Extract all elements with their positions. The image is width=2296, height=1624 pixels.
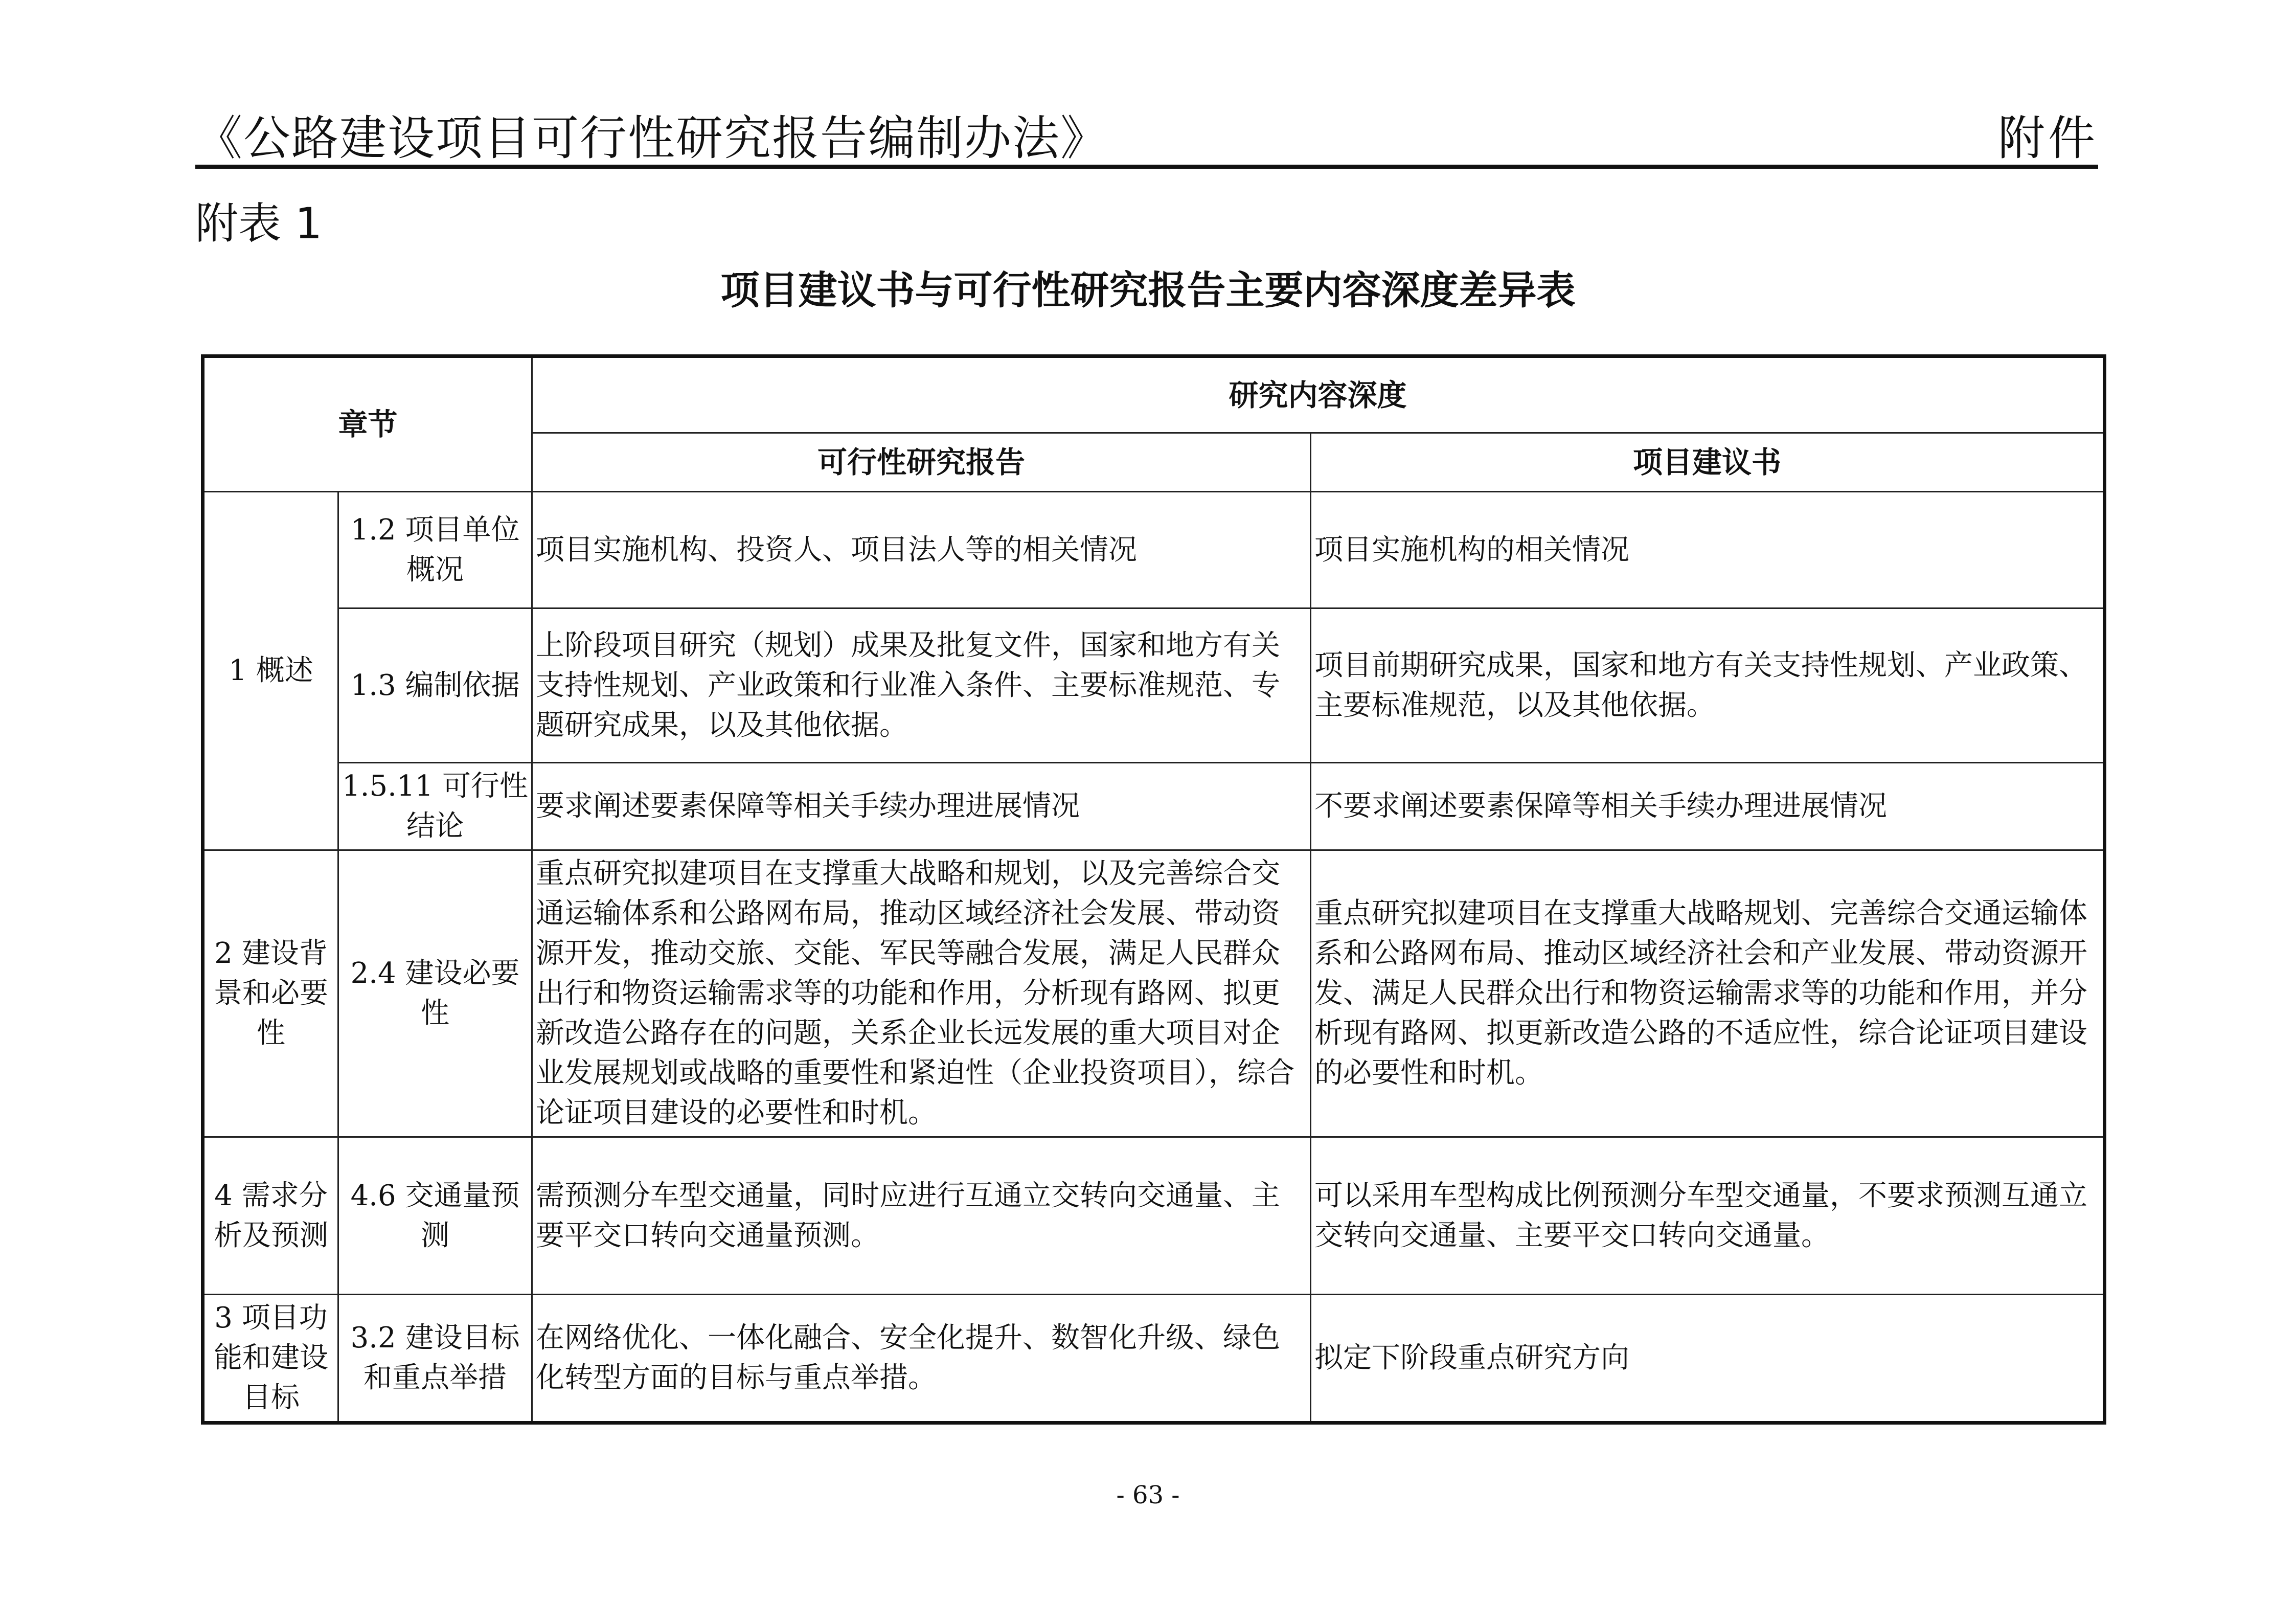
proposal-cell: 重点研究拟建项目在支撑重大战略规划、完善综合交通运输体系和公路网布局、推动区域经济社会和产业发展、带动资源开发、满足人民群众出行和物资运输需求等的功能和作用，并分析现有路网、拟更新改造公路的不适应性，综合论证项目建设的必要性和时机。 (1311, 850, 2105, 1137)
section-cell: 1.5.11 可行性结论 (338, 763, 532, 850)
table-row (203, 492, 2105, 608)
proposal-cell: 项目实施机构的相关情况 (1311, 492, 2105, 608)
feasibility-cell: 项目实施机构、投资人、项目法人等的相关情况 (532, 492, 1311, 608)
table-title: 项目建议书与可行性研究报告主要内容深度差异表 (720, 267, 1576, 313)
feasibility-cell: 上阶段项目研究（规划）成果及批复文件，国家和地方有关支持性规划、产业政策和行业准入条件、主要标准规范、专题研究成果，以及其他依据。 (532, 608, 1311, 763)
feasibility-cell: 要求阐述要素保障等相关手续办理进展情况 (532, 763, 1311, 850)
chapter-cell: 4 需求分析及预测 (203, 1137, 338, 1295)
header-chapter: 章节 (203, 356, 532, 492)
attachment-label: 附表 1 (195, 198, 323, 249)
feasibility-cell: 在网络优化、一体化融合、安全化提升、数智化升级、绿色化转型方面的目标与重点举措。 (532, 1295, 1311, 1423)
table-row (203, 763, 2105, 850)
chapter-cell: 1 概述 (203, 492, 338, 850)
proposal-cell: 拟定下阶段重点研究方向 (1311, 1295, 2105, 1423)
header-feasibility: 可行性研究报告 (532, 433, 1311, 492)
chapter-cell: 2 建设背景和必要性 (203, 850, 338, 1137)
proposal-cell: 项目前期研究成果，国家和地方有关支持性规划、产业政策、主要标准规范，以及其他依据。 (1311, 608, 2105, 763)
comparison-table (201, 354, 2106, 1425)
header-row-1 (203, 356, 2105, 433)
section-cell: 2.4 建设必要性 (338, 850, 532, 1137)
annex-label: 附件 (1997, 111, 2098, 166)
document-title: 《公路建设项目可行性研究报告编制办法》 (195, 111, 1109, 166)
section-cell: 4.6 交通量预测 (338, 1137, 532, 1295)
section-cell: 1.3 编制依据 (338, 608, 532, 763)
header-depth: 研究内容深度 (532, 356, 2105, 433)
table-row (203, 608, 2105, 763)
feasibility-cell: 需预测分车型交通量，同时应进行互通立交转向交通量、主要平交口转向交通量预测。 (532, 1137, 1311, 1295)
table-row (203, 1295, 2105, 1423)
header-rule (195, 165, 2098, 169)
page-number: - 63 - (1116, 1481, 1180, 1509)
section-cell: 1.2 项目单位概况 (338, 492, 532, 608)
proposal-cell: 可以采用车型构成比例预测分车型交通量，不要求预测互通立交转向交通量、主要平交口转向交通量。 (1311, 1137, 2105, 1295)
proposal-cell: 不要求阐述要素保障等相关手续办理进展情况 (1311, 763, 2105, 850)
table-row (203, 1137, 2105, 1295)
feasibility-cell: 重点研究拟建项目在支撑重大战略和规划，以及完善综合交通运输体系和公路网布局，推动区域经济社会发展、带动资源开发，推动交旅、交能、军民等融合发展，满足人民群众出行和物资运输需求等的功能和作用，分析现有路网、拟更新改造公路存在的问题，关系企业长远发展的重大项目对企业发展规划或战略的重要性和紧迫性（企业投资项目），综合论证项目建设的必要性和时机。 (532, 850, 1311, 1137)
header-proposal: 项目建议书 (1311, 433, 2105, 492)
chapter-cell: 3 项目功能和建设目标 (203, 1295, 338, 1423)
table-row (203, 850, 2105, 1137)
section-cell: 3.2 建设目标和重点举措 (338, 1295, 532, 1423)
running-header (195, 105, 2098, 166)
